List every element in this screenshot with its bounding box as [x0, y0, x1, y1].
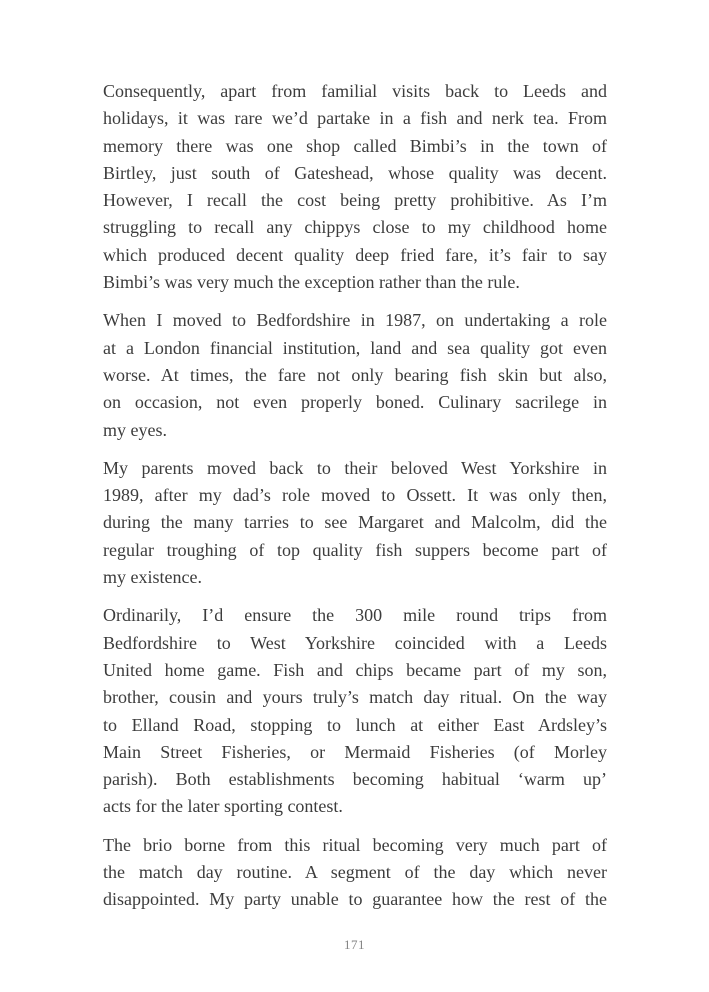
- paragraph: [103, 307, 607, 443]
- text-line: holidays, it was rare we’d partake in a fish and nerk tea. From: [103, 108, 607, 129]
- text-line: Bimbi’s was very much the exception rather than the rule.: [103, 272, 520, 293]
- text-line: which produced decent quality deep fried fare, it’s fair to say: [103, 244, 607, 265]
- text-line: The brio borne from this ritual becoming very much part of: [103, 834, 607, 855]
- paragraph: [103, 832, 607, 914]
- text-line: to Elland Road, stopping to lunch at either East Ardsley’s: [103, 714, 607, 735]
- text-line: my existence.: [103, 567, 202, 588]
- paragraph: [103, 455, 607, 591]
- page-number: 171: [344, 937, 365, 952]
- text-line: Bedfordshire to West Yorkshire coincided with a Leeds: [103, 632, 607, 653]
- text-line: the match day routine. A segment of the day which never: [103, 862, 607, 883]
- text-line: 1989, after my dad’s role moved to Ossett. It was only then,: [103, 485, 607, 506]
- text-line: regular troughing of top quality fish suppers become part of: [103, 539, 607, 560]
- paragraph: [103, 602, 607, 820]
- text-line: struggling to recall any chippys close to my childhood home: [103, 217, 607, 238]
- text-line: Main Street Fisheries, or Mermaid Fisheries (of Morley: [103, 741, 607, 762]
- text-line: memory there was one shop called Bimbi’s in the town of: [103, 135, 607, 156]
- text-line: Birtley, just south of Gateshead, whose quality was decent.: [103, 162, 607, 183]
- page-footer: [0, 936, 709, 954]
- page-text: [103, 78, 607, 914]
- text-line: United home game. Fish and chips became part of my son,: [103, 659, 607, 680]
- text-line: Consequently, apart from familial visits back to Leeds and: [103, 81, 607, 101]
- text-line: worse. At times, the fare not only bearing fish skin but also,: [103, 364, 607, 385]
- text-line: disappointed. My party unable to guarantee how the rest of the: [103, 889, 607, 910]
- text-line: acts for the later sporting contest.: [103, 796, 343, 817]
- text-line: brother, cousin and yours truly’s match day ritual. On the way: [103, 687, 607, 708]
- text-line: However, I recall the cost being pretty prohibitive. As I’m: [103, 190, 607, 211]
- text-line: Ordinarily, I’d ensure the 300 mile round trips from: [103, 605, 607, 626]
- text-line: during the many tarries to see Margaret and Malcolm, did the: [103, 512, 607, 533]
- text-line: parish). Both establishments becoming habitual ‘warm up’: [103, 769, 607, 790]
- text-line: at a London financial institution, land and sea quality got even: [103, 337, 607, 358]
- text-line: on occasion, not even properly boned. Culinary sacrilege in: [103, 392, 607, 413]
- text-line: My parents moved back to their beloved West Yorkshire in: [103, 457, 607, 478]
- text-line: my eyes.: [103, 419, 167, 440]
- paragraph: [103, 78, 607, 296]
- text-line: When I moved to Bedfordshire in 1987, on undertaking a role: [103, 310, 607, 331]
